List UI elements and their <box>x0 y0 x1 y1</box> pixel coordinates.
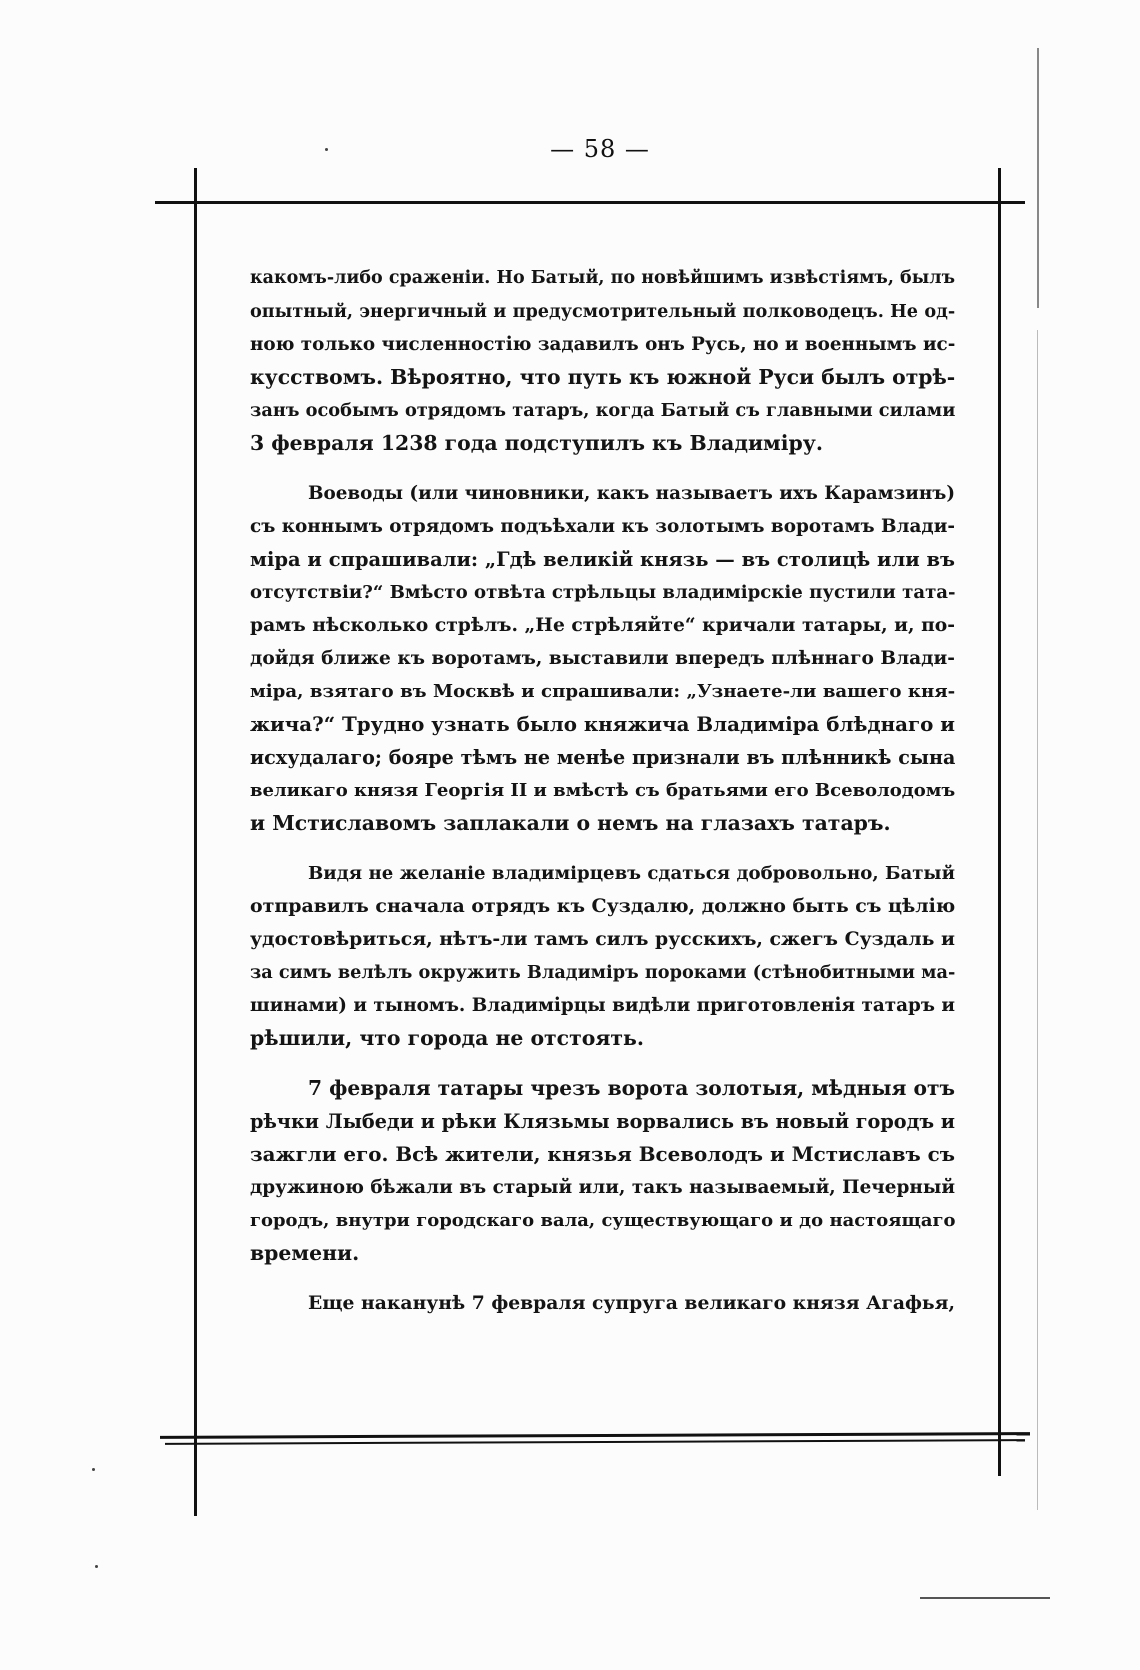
text-line: Еще наканунѣ 7 февраля супруга великаго князя Агафья, <box>308 1292 955 1314</box>
left-frame-line <box>194 168 197 1516</box>
text-line: 7 февраля татары чрезъ ворота золотыя, мѣдныя отъ <box>308 1076 955 1100</box>
text-line: рамъ нѣсколько стрѣлъ. „Не стрѣляйте“ кричали татары, и, по- <box>250 614 955 636</box>
paragraph <box>250 1287 955 1320</box>
text-line: отсутствіи?“ Вмѣсто отвѣта стрѣльцы владимірскіе пустили тата- <box>250 582 956 603</box>
paragraph <box>250 1072 955 1270</box>
scan-speck <box>95 1565 98 1568</box>
text-line: за симъ велѣлъ окружить Владиміръ пороками (стѣнобитными ма- <box>250 962 956 983</box>
text-line: шинами) и тыномъ. Владимірцы видѣли приготовленія татаръ и <box>250 995 955 1016</box>
right-frame-line <box>998 168 1001 1476</box>
text-line: удостовѣриться, нѣтъ-ли тамъ силъ русскихъ, сжегъ Суздаль и <box>250 928 955 950</box>
text-line: дружиною бѣжали въ старый или, такъ называемый, Печерный <box>250 1177 955 1198</box>
text-line: времени. <box>250 1241 360 1265</box>
text-line: дойдя ближе къ воротамъ, выставили впередъ плѣннаго Влади- <box>250 648 955 669</box>
page-edge-line <box>1037 48 1039 308</box>
text-line: занъ особымъ отрядомъ татаръ, когда Батый съ главными силами <box>250 400 956 421</box>
bottom-rule <box>160 1432 1030 1439</box>
text-line: жича?“ Трудно узнать было княжича Владиміра блѣднаго и <box>250 712 955 736</box>
text-line: и Мстиславомъ заплакали о немъ на глазахъ татаръ. <box>250 811 891 835</box>
text-line: исхудалаго; бояре тѣмъ не менѣе признали въ плѣнникѣ сына <box>250 746 956 769</box>
scan-speck <box>325 148 328 151</box>
text-line: 3 февраля 1238 года подступилъ къ Владиміру. <box>250 431 823 455</box>
text-line: какомъ-либо сраженіи. Но Батый, по новѣйшимъ извѣстіямъ, былъ <box>250 268 955 288</box>
page-number: — 58 — <box>550 135 650 163</box>
text-line: Воеводы (или чиновники, какъ называетъ ихъ Карамзинъ) <box>308 483 955 504</box>
text-line: съ коннымъ отрядомъ подъѣхали къ золотымъ воротамъ Влади- <box>250 516 955 537</box>
top-rule <box>155 201 1025 204</box>
text-line: Видя не желаніе владимірцевъ сдаться добровольно, Батый <box>308 863 955 884</box>
text-line: міра и спрашивали: „Гдѣ великій князь — въ столицѣ или въ <box>250 548 955 571</box>
paragraph <box>250 262 955 460</box>
paragraph <box>250 857 955 1055</box>
text-line: опытный, энергичный и предусмотрительный полководецъ. Не од- <box>250 301 956 322</box>
body-text <box>250 262 955 1337</box>
paragraph <box>250 477 955 840</box>
text-line: кусствомъ. Вѣроятно, что путь къ южной Руси былъ отрѣ- <box>250 365 956 389</box>
text-line: ною только численностію задавилъ онъ Русь, но и военнымъ ис- <box>250 334 956 355</box>
text-line: рѣчки Лыбеди и рѣки Клязьмы ворвались въ новый городъ и <box>250 1110 955 1133</box>
text-line: отправилъ сначала отрядъ къ Суздалю, должно быть съ цѣлію <box>250 895 956 917</box>
text-line: великаго князя Георгія II и вмѣстѣ съ братьями его Всеволодомъ <box>250 780 956 801</box>
text-line: зажгли его. Всѣ жители, князья Всеволодъ и Мстиславъ съ <box>250 1142 955 1166</box>
text-line: городъ, внутри городскаго вала, существующаго и до настоящаго <box>250 1210 956 1231</box>
scan-mark <box>920 1597 1050 1599</box>
text-line: рѣшили, что города не отстоять. <box>250 1026 644 1050</box>
scan-speck <box>92 1468 95 1471</box>
page-edge-line-faint <box>1037 330 1038 1510</box>
text-line: міра, взятаго въ Москвѣ и спрашивали: „Узнаете-ли вашего кня- <box>250 681 956 702</box>
bottom-rule-thin <box>165 1439 1025 1444</box>
